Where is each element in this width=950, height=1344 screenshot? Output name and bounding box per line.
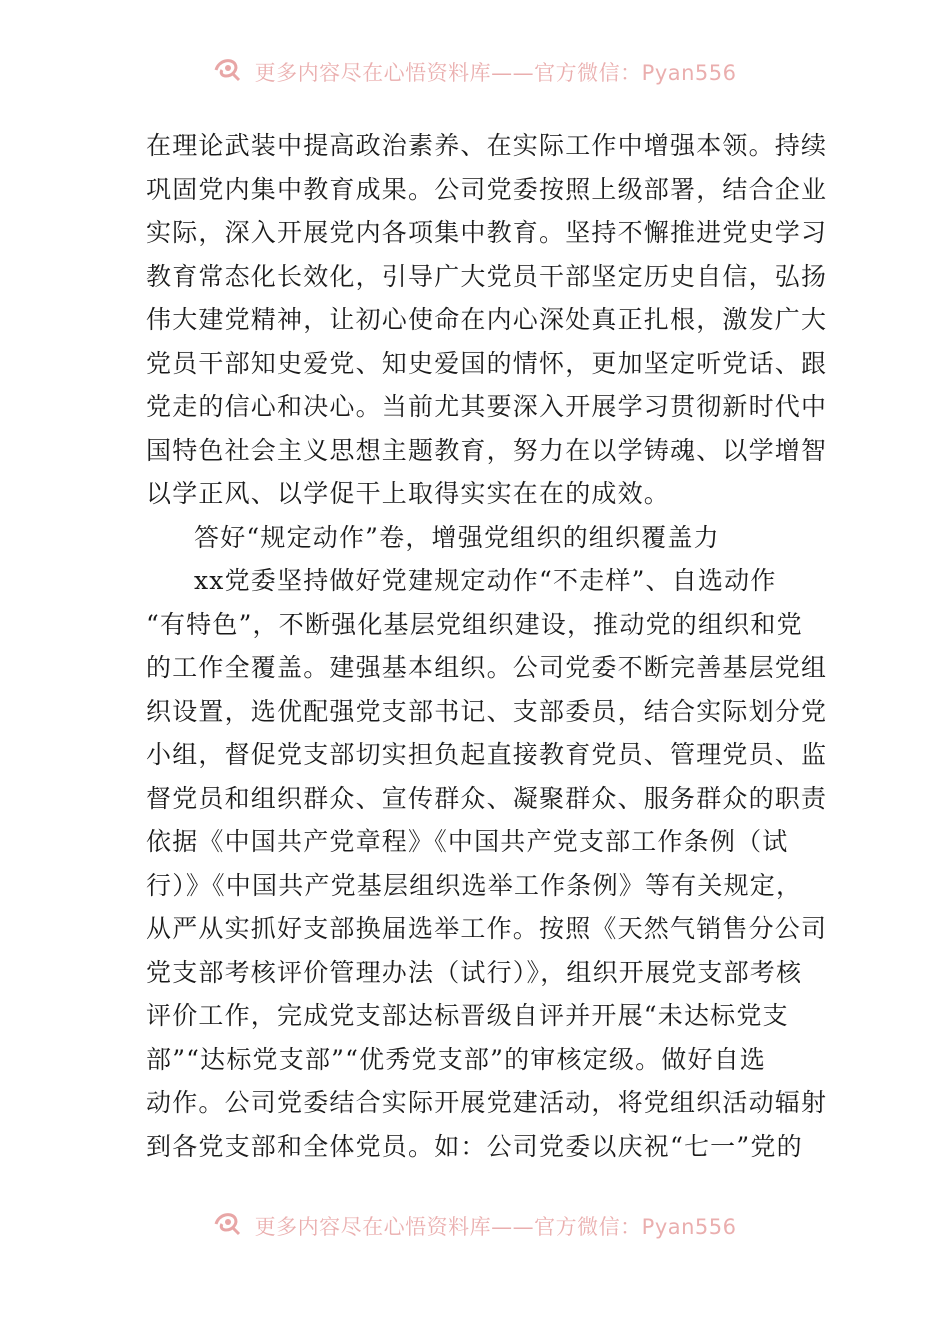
paragraph-first-line: xx党委坚持做好党建规定动作“不走样”、自选动作 [194, 566, 777, 595]
document-body [146, 124, 828, 1168]
body-line: 督党员和组织群众、宣传群众、凝聚群众、服务群众的职责 [146, 783, 828, 813]
body-line: 到各党支部和全体党员。如：公司党委以庆祝“七一”党的 [146, 1131, 803, 1161]
watermark-text: 更多内容尽在心悟资料库——官方微信：Pyan556 [254, 1214, 737, 1239]
body-line: 伟大建党精神，让初心使命在内心深处真正扎根，激发广大 [146, 305, 828, 334]
body-line: 党支部考核评价管理办法（试行）》，组织开展党支部考核 [146, 957, 803, 987]
body-line: 实际，深入开展党内各项集中教育。坚持不懈推进党史学习 [146, 218, 828, 247]
body-line: 党员干部知史爱党、知史爱国的情怀，更加坚定听党话、跟 [146, 348, 828, 378]
body-line: 从严从实抓好支部换届选举工作。按照《天然气销售分公司 [146, 914, 828, 943]
body-line: 在理论武装中提高政治素养、在实际工作中增强本领。持续 [146, 131, 828, 160]
watermark-text: 更多内容尽在心悟资料库——官方微信：Pyan556 [254, 60, 737, 85]
body-line: 行）》《中国共产党基层组织选举工作条例》等有关规定， [146, 870, 803, 900]
watermark-logo-icon [213, 1210, 243, 1241]
body-line: 依据《中国共产党章程》《中国共产党支部工作条例（试 [146, 827, 789, 856]
body-line: 织设置，选优配强党支部书记、支部委员，结合实际划分党 [146, 696, 828, 726]
watermark-header [0, 56, 950, 87]
body-line: 动作。公司党委结合实际开展党建活动，将党组织活动辐射 [146, 1088, 828, 1117]
section-heading: 答好“规定动作”卷，增强党组织的组织覆盖力 [194, 522, 720, 552]
body-line: 教育常态化长效化，引导广大党员干部坚定历史自信，弘扬 [146, 261, 828, 291]
body-line: 国特色社会主义思想主题教育，努力在以学铸魂、以学增智 [146, 435, 828, 465]
body-line: 巩固党内集中教育成果。公司党委按照上级部署，结合企业 [146, 174, 828, 204]
watermark-logo-icon [213, 56, 243, 87]
body-line: 党走的信心和决心。当前尤其要深入开展学习贯彻新时代中 [146, 392, 828, 421]
body-line: 小组，督促党支部切实担负起直接教育党员、管理党员、监 [146, 740, 828, 769]
watermark-footer [0, 1210, 950, 1241]
body-line: 部”“达标党支部”“优秀党支部”的审核定级。做好自选 [146, 1044, 767, 1074]
body-line: “有特色”，不断强化基层党组织建设，推动党的组织和党 [146, 609, 803, 639]
body-line: 的工作全覆盖。建强基本组织。公司党委不断完善基层党组 [146, 653, 828, 682]
body-line: 评价工作，完成党支部达标晋级自评并开展“未达标党支 [146, 1001, 789, 1030]
body-line: 以学正风、以学促干上取得实实在在的成效。 [146, 479, 671, 508]
